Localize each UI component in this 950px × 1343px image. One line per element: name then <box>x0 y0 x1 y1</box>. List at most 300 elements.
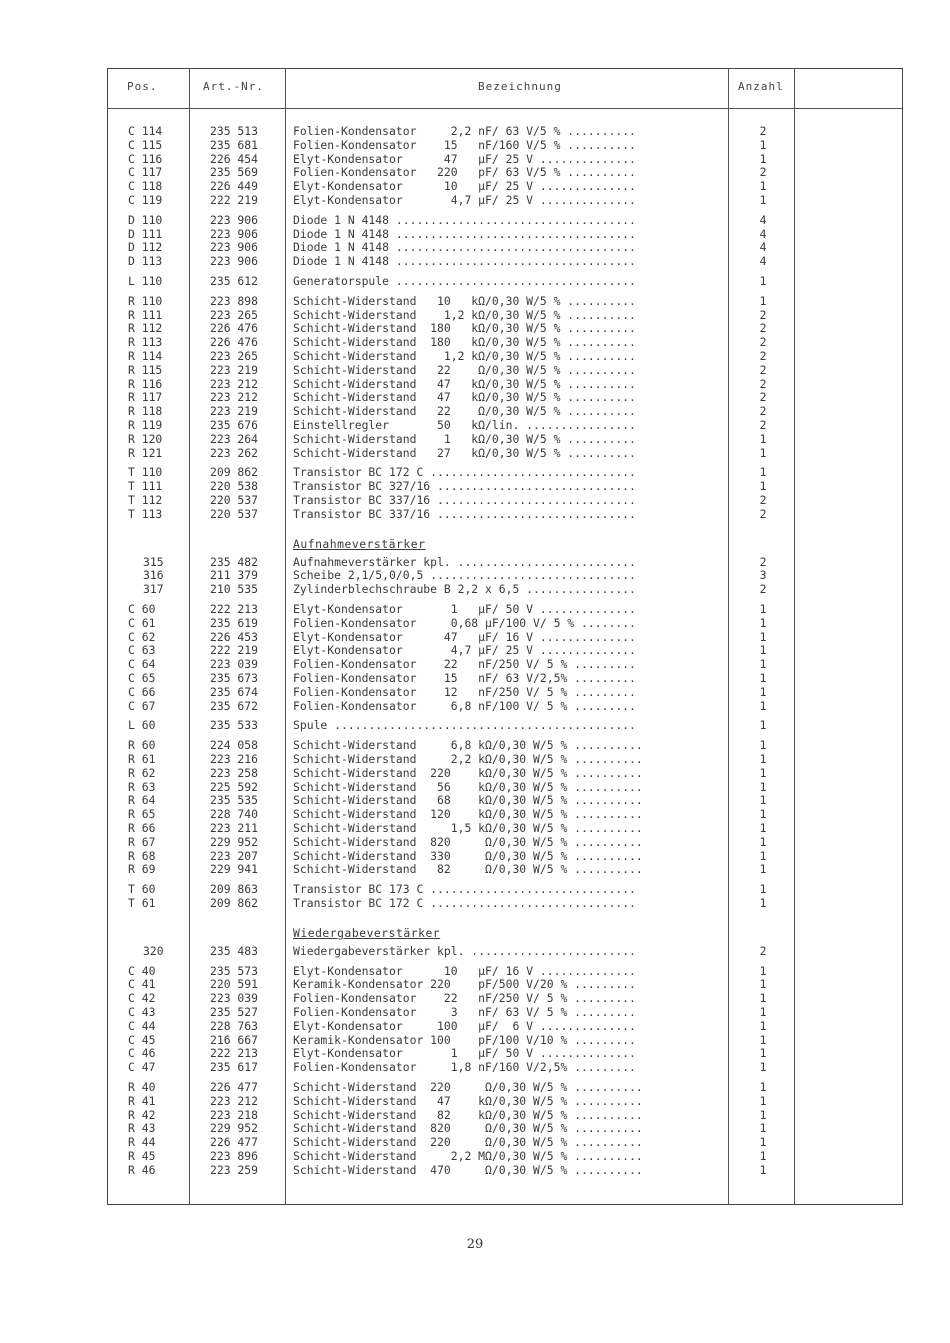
table-row <box>0 124 950 138</box>
cell-art: 235 612 <box>210 274 259 288</box>
cell-pos: 317 <box>143 582 164 597</box>
cell-anz: 1 <box>759 615 767 630</box>
cell-art: 223 211 <box>210 821 259 835</box>
cell-anz: 1 <box>759 834 767 849</box>
cell-anz: 2 <box>759 124 767 138</box>
cell-bez: Folien-Kondensator 1,8 nF/160 V/2,5% ......... <box>293 1060 636 1075</box>
cell-pos: C 47 <box>128 1060 156 1075</box>
cell-anz: 1 <box>759 718 767 733</box>
cell-art: 220 538 <box>210 479 259 494</box>
cell-pos: D 111 <box>128 226 163 241</box>
cell-bez: Schicht-Widerstand 47 kΩ/0,30 W/5 % .......... <box>293 1093 643 1108</box>
table-row <box>0 977 950 991</box>
cell-bez: Diode 1 N 4148 ................................... <box>293 240 636 255</box>
cell-anz: 1 <box>759 1005 767 1019</box>
table-row <box>0 1163 950 1177</box>
cell-anz: 4 <box>759 212 767 227</box>
cell-art: 223 219 <box>210 404 259 419</box>
cell-bez: Schicht-Widerstand 2,2 MΩ/0,30 W/5 % .......... <box>293 1149 643 1163</box>
table-row <box>0 780 950 794</box>
cell-bez: Schicht-Widerstand 10 kΩ/0,30 W/5 % .......... <box>293 293 636 308</box>
table-row <box>0 849 950 863</box>
cell-anz: 1 <box>759 698 767 713</box>
cell-anz: 4 <box>759 240 767 255</box>
cell-anz: 1 <box>759 977 767 992</box>
table-row <box>0 738 950 752</box>
cell-bez: Elyt-Kondensator 47 µF/ 16 V .............. <box>293 629 636 644</box>
cell-anz: 1 <box>759 848 767 863</box>
cell-pos: T 61 <box>128 896 156 910</box>
cell-pos: R 68 <box>128 848 156 863</box>
cell-pos: R 114 <box>128 349 163 363</box>
cell-bez: Schicht-Widerstand 820 Ω/0,30 W/5 % .......... <box>293 1121 643 1136</box>
cell-art: 235 619 <box>210 615 259 630</box>
header-art: Art.-Nr. <box>203 80 264 93</box>
table-row <box>0 944 950 958</box>
cell-anz: 1 <box>759 179 767 194</box>
cell-bez: Spule ............................................ <box>293 718 636 733</box>
table-row <box>0 294 950 308</box>
cell-anz: 1 <box>759 193 767 207</box>
cell-anz: 1 <box>759 1093 767 1108</box>
cell-anz: 1 <box>759 137 767 152</box>
cell-art: 223 216 <box>210 752 259 766</box>
cell-bez: Zylinderblechschraube B 2,2 x 6,5 ................ <box>293 582 636 597</box>
page-number: 29 <box>466 1237 484 1252</box>
cell-pos: C 63 <box>128 643 156 658</box>
cell-art: 226 477 <box>210 1135 259 1150</box>
cell-bez: Folien-Kondensator 15 nF/160 V/5 % .......... <box>293 137 636 152</box>
cell-anz: 1 <box>759 1121 767 1136</box>
cell-art: 235 527 <box>210 1005 259 1019</box>
cell-bez: Folien-Kondensator 220 pF/ 63 V/5 % .......... <box>293 165 636 180</box>
table-row <box>0 274 950 288</box>
cell-bez: Transistor BC 327/16 ............................. <box>293 479 636 494</box>
cell-art: 235 573 <box>210 963 259 978</box>
cell-pos: R 42 <box>128 1107 156 1122</box>
cell-pos: R 44 <box>128 1135 156 1150</box>
cell-anz: 1 <box>759 671 767 685</box>
table-row <box>0 254 950 268</box>
table-row <box>0 165 950 179</box>
cell-pos: R 110 <box>128 293 163 308</box>
cell-art: 235 674 <box>210 684 259 699</box>
cell-pos: T 112 <box>128 493 163 507</box>
table-row <box>0 1080 950 1094</box>
cell-art: 209 862 <box>210 465 259 480</box>
cell-bez: Elyt-Kondensator 4,7 µF/ 25 V .............. <box>293 193 636 207</box>
cell-pos: R 115 <box>128 362 163 377</box>
table-row <box>0 568 950 582</box>
cell-pos: R 121 <box>128 445 163 460</box>
cell-bez: Schicht-Widerstand 1 kΩ/0,30 W/5 % .......... <box>293 431 636 446</box>
cell-anz: 1 <box>759 643 767 658</box>
cell-art: 235 672 <box>210 698 259 713</box>
cell-pos: R 120 <box>128 431 163 446</box>
table-row <box>0 766 950 780</box>
table-row <box>0 404 950 418</box>
table-row <box>0 1046 950 1060</box>
cell-anz: 1 <box>759 807 767 822</box>
cell-anz: 1 <box>759 765 767 780</box>
cell-bez: Diode 1 N 4148 ................................... <box>293 226 636 241</box>
table-row <box>0 1033 950 1047</box>
cell-anz: 1 <box>759 963 767 978</box>
table-row <box>0 363 950 377</box>
table-row <box>0 1094 950 1108</box>
cell-anz: 2 <box>759 335 767 350</box>
cell-bez: Schicht-Widerstand 820 Ω/0,30 W/5 % .......... <box>293 834 643 849</box>
cell-bez: Transistor BC 172 C .............................. <box>293 896 636 910</box>
cell-art: 223 039 <box>210 991 259 1006</box>
cell-anz: 1 <box>759 151 767 166</box>
table-row <box>0 465 950 479</box>
cell-anz: 4 <box>759 254 767 269</box>
cell-anz: 4 <box>759 226 767 241</box>
cell-bez: Schicht-Widerstand 27 kΩ/0,30 W/5 % .......... <box>293 445 636 460</box>
cell-art: 223 212 <box>210 1093 259 1108</box>
cell-bez: Schicht-Widerstand 68 kΩ/0,30 W/5 % .......... <box>293 793 643 808</box>
cell-art: 216 667 <box>210 1032 259 1047</box>
cell-art: 209 862 <box>210 896 259 910</box>
table-row <box>0 227 950 241</box>
cell-pos: R 69 <box>128 862 156 877</box>
cell-anz: 1 <box>759 1060 767 1075</box>
cell-pos: R 41 <box>128 1093 156 1108</box>
cell-art: 228 740 <box>210 807 259 822</box>
cell-art: 229 952 <box>210 1121 259 1136</box>
cell-pos: C 60 <box>128 602 156 616</box>
table-row <box>0 643 950 657</box>
cell-pos: C 46 <box>128 1046 156 1061</box>
table-row <box>0 718 950 732</box>
cell-pos: C 118 <box>128 179 163 194</box>
cell-anz: 1 <box>759 738 767 753</box>
cell-pos: R 65 <box>128 807 156 822</box>
cell-anz: 1 <box>759 431 767 446</box>
table-row <box>0 793 950 807</box>
cell-bez: Transistor BC 172 C .............................. <box>293 465 636 480</box>
cell-pos: R 116 <box>128 376 163 391</box>
cell-anz: 2 <box>759 943 767 958</box>
cell-bez: Folien-Kondensator 2,2 nF/ 63 V/5 % .......... <box>293 124 636 138</box>
cell-bez: Schicht-Widerstand 120 kΩ/0,30 W/5 % .......... <box>293 807 643 822</box>
cell-art: 235 533 <box>210 718 259 733</box>
cell-anz: 1 <box>759 752 767 766</box>
cell-art: 223 219 <box>210 362 259 377</box>
cell-art: 235 513 <box>210 124 259 138</box>
cell-pos: R 43 <box>128 1121 156 1136</box>
cell-art: 228 763 <box>210 1018 259 1033</box>
table-row <box>0 321 950 335</box>
cell-art: 235 569 <box>210 165 259 180</box>
cell-pos: C 42 <box>128 991 156 1006</box>
table-row <box>0 179 950 193</box>
cell-bez: Elyt-Kondensator 4,7 µF/ 25 V .............. <box>293 643 636 658</box>
cell-pos: 320 <box>143 943 164 958</box>
cell-pos: R 117 <box>128 390 163 405</box>
cell-pos: R 64 <box>128 793 156 808</box>
table-row <box>0 657 950 671</box>
cell-anz: 1 <box>759 1046 767 1061</box>
cell-pos: R 46 <box>128 1162 156 1177</box>
cell-bez: Schicht-Widerstand 180 kΩ/0,30 W/5 % .......... <box>293 321 636 336</box>
cell-pos: L 60 <box>128 718 156 733</box>
cell-pos: C 117 <box>128 165 163 180</box>
cell-pos: T 111 <box>128 479 163 494</box>
table-row <box>0 807 950 821</box>
cell-pos: D 110 <box>128 212 163 227</box>
table-row <box>0 1108 950 1122</box>
cell-pos: C 41 <box>128 977 156 992</box>
cell-bez: Diode 1 N 4148 ................................... <box>293 254 636 269</box>
cell-art: 235 617 <box>210 1060 259 1075</box>
cell-pos: C 114 <box>128 124 163 138</box>
cell-art: 224 058 <box>210 738 259 753</box>
cell-bez: Folien-Kondensator 3 nF/ 63 V/ 5 % ......... <box>293 1005 636 1019</box>
cell-anz: 2 <box>759 418 767 432</box>
cell-anz: 2 <box>759 362 767 377</box>
cell-anz: 2 <box>759 493 767 507</box>
cell-art: 223 265 <box>210 349 259 363</box>
table-row <box>0 991 950 1005</box>
cell-art: 235 676 <box>210 418 259 432</box>
cell-bez: Schicht-Widerstand 220 kΩ/0,30 W/5 % .......... <box>293 765 643 780</box>
cell-bez: Schicht-Widerstand 180 kΩ/0,30 W/5 % .......... <box>293 335 636 350</box>
cell-anz: 1 <box>759 882 767 897</box>
cell-bez: Generatorspule ................................... <box>293 274 636 288</box>
cell-bez: Elyt-Kondensator 10 µF/ 25 V .............. <box>293 179 636 194</box>
cell-art: 223 906 <box>210 240 259 255</box>
cell-bez: Folien-Kondensator 15 nF/ 63 V/2,5% ......... <box>293 671 636 685</box>
table-row <box>0 821 950 835</box>
table-row <box>0 240 950 254</box>
cell-pos: T 113 <box>128 506 163 521</box>
cell-pos: R 119 <box>128 418 163 432</box>
cell-art: 222 219 <box>210 193 259 207</box>
cell-pos: C 64 <box>128 657 156 672</box>
cell-pos: C 62 <box>128 629 156 644</box>
cell-pos: D 112 <box>128 240 163 255</box>
cell-bez: Schicht-Widerstand 22 Ω/0,30 W/5 % .......... <box>293 362 636 377</box>
cell-bez: Schicht-Widerstand 220 Ω/0,30 W/5 % .......... <box>293 1080 643 1094</box>
cell-art: 223 259 <box>210 1162 259 1177</box>
cell-pos: R 45 <box>128 1149 156 1163</box>
cell-bez: Schicht-Widerstand 56 kΩ/0,30 W/5 % .......... <box>293 779 643 794</box>
table-row <box>0 390 950 404</box>
cell-pos: R 62 <box>128 765 156 780</box>
cell-art: 223 212 <box>210 376 259 391</box>
cell-anz: 1 <box>759 821 767 835</box>
cell-art: 223 896 <box>210 1149 259 1163</box>
cell-art: 226 476 <box>210 321 259 336</box>
cell-art: 220 537 <box>210 506 259 521</box>
table-row <box>0 555 950 569</box>
cell-pos: R 112 <box>128 321 163 336</box>
cell-art: 223 207 <box>210 848 259 863</box>
cell-anz: 1 <box>759 684 767 699</box>
cell-anz: 1 <box>759 1080 767 1094</box>
cell-bez: Elyt-Kondensator 100 µF/ 6 V .............. <box>293 1018 636 1033</box>
table-row <box>0 507 950 521</box>
cell-pos: 315 <box>143 554 164 569</box>
cell-art: 229 952 <box>210 834 259 849</box>
cell-anz: 1 <box>759 445 767 460</box>
table-row <box>0 582 950 596</box>
cell-bez: Schicht-Widerstand 47 kΩ/0,30 W/5 % .......... <box>293 376 636 391</box>
table-row <box>0 479 950 493</box>
cell-pos: R 113 <box>128 335 163 350</box>
table-row <box>0 152 950 166</box>
cell-art: 223 898 <box>210 293 259 308</box>
table-row <box>0 1149 950 1163</box>
cell-anz: 1 <box>759 293 767 308</box>
cell-art: 235 483 <box>210 943 259 958</box>
cell-bez: Schicht-Widerstand 2,2 kΩ/0,30 W/5 % .......... <box>293 752 643 766</box>
cell-art: 235 673 <box>210 671 259 685</box>
cell-bez: Transistor BC 337/16 ............................. <box>293 493 636 507</box>
cell-anz: 2 <box>759 506 767 521</box>
cell-bez: Schicht-Widerstand 6,8 kΩ/0,30 W/5 % .......... <box>293 738 643 753</box>
cell-pos: T 110 <box>128 465 163 480</box>
cell-anz: 1 <box>759 896 767 910</box>
table-row <box>0 882 950 896</box>
cell-art: 222 213 <box>210 602 259 616</box>
section-heading: Wiedergabeverstärker <box>293 925 441 940</box>
cell-bez: Folien-Kondensator 0,68 µF/100 V/ 5 % ........ <box>293 615 636 630</box>
cell-pos: C 44 <box>128 1018 156 1033</box>
cell-art: 235 535 <box>210 793 259 808</box>
cell-art: 226 449 <box>210 179 259 194</box>
cell-art: 229 941 <box>210 862 259 877</box>
cell-bez: Schicht-Widerstand 1,2 kΩ/0,30 W/5 % .......... <box>293 307 636 322</box>
cell-pos: 316 <box>143 568 164 583</box>
cell-art: 223 264 <box>210 431 259 446</box>
cell-anz: 2 <box>759 321 767 336</box>
header-divider <box>107 108 903 109</box>
section-heading: Aufnahmeverstärker <box>293 536 426 551</box>
table-row <box>0 630 950 644</box>
table-row <box>0 1060 950 1074</box>
cell-anz: 1 <box>759 1135 767 1150</box>
cell-pos: R 40 <box>128 1080 156 1094</box>
cell-anz: 1 <box>759 862 767 877</box>
cell-pos: C 65 <box>128 671 156 685</box>
cell-pos: R 67 <box>128 834 156 849</box>
cell-art: 223 258 <box>210 765 259 780</box>
table-row <box>0 349 950 363</box>
cell-anz: 1 <box>759 1107 767 1122</box>
cell-anz: 1 <box>759 629 767 644</box>
cell-bez: Folien-Kondensator 22 nF/250 V/ 5 % ......... <box>293 991 636 1006</box>
cell-art: 223 262 <box>210 445 259 460</box>
cell-anz: 1 <box>759 1149 767 1163</box>
cell-anz: 1 <box>759 657 767 672</box>
table-row <box>0 446 950 460</box>
cell-bez: Transistor BC 173 C .............................. <box>293 882 636 897</box>
cell-anz: 1 <box>759 602 767 616</box>
table-row <box>0 213 950 227</box>
cell-bez: Schicht-Widerstand 22 Ω/0,30 W/5 % .......... <box>293 404 636 419</box>
cell-bez: Aufnahmeverstärker kpl. .......................... <box>293 554 636 569</box>
cell-bez: Einstellregler 50 kΩ/lin. ................ <box>293 418 636 432</box>
cell-bez: Schicht-Widerstand 220 Ω/0,30 W/5 % .......... <box>293 1135 643 1150</box>
cell-pos: C 45 <box>128 1032 156 1047</box>
cell-anz: 1 <box>759 1018 767 1033</box>
cell-anz: 1 <box>759 991 767 1006</box>
table-row <box>0 1121 950 1135</box>
header-anz: Anzahl <box>738 80 784 93</box>
cell-bez: Schicht-Widerstand 470 Ω/0,30 W/5 % .......... <box>293 1162 643 1177</box>
cell-art: 222 213 <box>210 1046 259 1061</box>
cell-bez: Wiedergabeverstärker kpl. ........................ <box>293 943 636 958</box>
cell-bez: Elyt-Kondensator 1 µF/ 50 V .............. <box>293 602 636 616</box>
cell-anz: 1 <box>759 793 767 808</box>
cell-pos: D 113 <box>128 254 163 269</box>
table-row <box>0 193 950 207</box>
cell-anz: 1 <box>759 779 767 794</box>
cell-art: 235 681 <box>210 137 259 152</box>
cell-bez: Schicht-Widerstand 330 Ω/0,30 W/5 % .......... <box>293 848 643 863</box>
cell-pos: R 63 <box>128 779 156 794</box>
cell-art: 225 592 <box>210 779 259 794</box>
cell-bez: Elyt-Kondensator 47 µF/ 25 V .............. <box>293 151 636 166</box>
cell-bez: Folien-Kondensator 6,8 nF/100 V/ 5 % ......... <box>293 698 636 713</box>
table-row <box>0 335 950 349</box>
cell-bez: Schicht-Widerstand 1,5 kΩ/0,30 W/5 % .......... <box>293 821 643 835</box>
cell-pos: C 116 <box>128 151 163 166</box>
cell-anz: 1 <box>759 1162 767 1177</box>
table-row <box>0 671 950 685</box>
cell-anz: 2 <box>759 165 767 180</box>
cell-art: 235 482 <box>210 554 259 569</box>
cell-art: 223 039 <box>210 657 259 672</box>
cell-art: 226 476 <box>210 335 259 350</box>
cell-pos: T 60 <box>128 882 156 897</box>
cell-pos: C 40 <box>128 963 156 978</box>
cell-art: 223 906 <box>210 212 259 227</box>
cell-art: 210 535 <box>210 582 259 597</box>
cell-art: 220 591 <box>210 977 259 992</box>
cell-art: 223 906 <box>210 254 259 269</box>
table-row <box>0 1019 950 1033</box>
cell-pos: R 60 <box>128 738 156 753</box>
cell-bez: Schicht-Widerstand 82 Ω/0,30 W/5 % .......... <box>293 862 643 877</box>
cell-bez: Folien-Kondensator 12 nF/250 V/ 5 % ......... <box>293 684 636 699</box>
cell-pos: L 110 <box>128 274 163 288</box>
cell-art: 220 537 <box>210 493 259 507</box>
cell-bez: Transistor BC 337/16 ............................. <box>293 506 636 521</box>
cell-art: 226 453 <box>210 629 259 644</box>
table-row <box>0 896 950 910</box>
cell-anz: 1 <box>759 479 767 494</box>
cell-pos: C 115 <box>128 137 163 152</box>
cell-bez: Scheibe 2,1/5,0/0,5 .............................. <box>293 568 636 583</box>
cell-pos: C 119 <box>128 193 163 207</box>
cell-anz: 2 <box>759 307 767 322</box>
table-row <box>0 377 950 391</box>
cell-anz: 2 <box>759 390 767 405</box>
cell-pos: R 61 <box>128 752 156 766</box>
table-row <box>0 685 950 699</box>
table-row <box>0 1135 950 1149</box>
cell-art: 226 477 <box>210 1080 259 1094</box>
cell-art: 223 218 <box>210 1107 259 1122</box>
table-row <box>0 699 950 713</box>
cell-anz: 2 <box>759 554 767 569</box>
cell-art: 209 863 <box>210 882 259 897</box>
table-row <box>0 602 950 616</box>
